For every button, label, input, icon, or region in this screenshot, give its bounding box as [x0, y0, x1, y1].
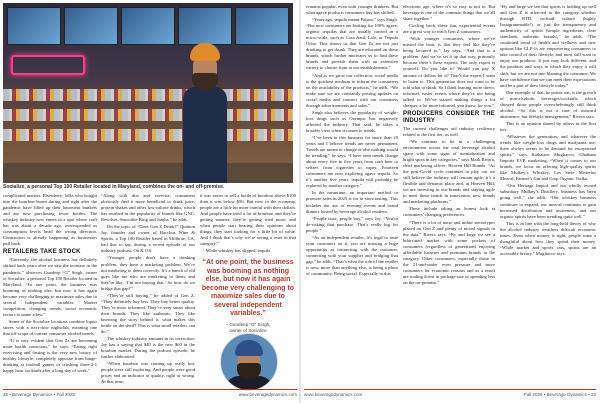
pull-quote-attribution: – Gundeep “G” Singh, owner of Socialize	[225, 322, 271, 334]
section-heading: RETAILERS TAKE STOCK	[3, 249, 81, 256]
person-figure	[183, 43, 227, 183]
paragraph: “Younger people don’t have a drinking problem, they have a marketing problem. We’re not marketing to them correctly. It’s a bunch of old guys like me who are marketing to them, and they’re like, ‘I’m not buying that.’ So how do we bridge that gap?”	[101, 255, 195, 291]
site-url: www.beveragedynamics.com	[238, 392, 297, 397]
page-number: 22	[3, 392, 9, 397]
left-column-2	[101, 193, 195, 386]
right-column-3	[500, 4, 596, 258]
paragraph: “People taste, people buy,” says Jay. “You’re de-risking that purchase. That’s really big for people.”	[306, 215, 398, 233]
paragraph: “And as we grow our collection, social media is the quickest medium to inform the consumers on the availability of the products,” he adds. “We make sure we are constantly posting updates on social media and connect with our customers through advertisements and sales.”	[306, 72, 398, 108]
paragraph: “When bourbon was coming up really hot, people were still exploring. And people were good prices and an indicator of quality, right or wrong. At that time,	[101, 361, 195, 385]
paragraph: “Along with diet and exercise, consumers obviously find it more beneficial to drink juice, protein shakes and other low-calorie drinks, which has resulted in the popularity of brands like GNC, Revolver, Smoothie King and Jamba,” he adds.	[101, 193, 195, 223]
paragraph: “There is a lot of noise and unfair stereotypes placed on Gen Z and plenty of mixed signals in the data,” Rivera says. “By and large we see a bifurcated market with some pockets of consumers (regardless of generation) enjoying affordable luxuries and premium brands in the category. Other consumers, especially those in the 21-and-under even pressure and more consumers for economic reasons and as a result are trading down in package size or spending less on the on-premise.”	[403, 219, 495, 285]
section-heading: PRODUCERS CONSIDER THE INDUSTRY	[403, 110, 495, 124]
right-column-1	[306, 4, 398, 278]
paragraph: it was easier to sell a bottle of bourbon above $100 than it was below $50. But now in the economy, people are a little bit more careful with their dollars. And people have tried a lot of bourbon and they’re getting smarter, they’re getting tried more, and when people start hearing their opinions about things, they start looking for a little bit of value. And I think that’s why we’re seeing a reset in that category.”	[200, 193, 296, 247]
paragraph: This is in line with the long-held theory of why the alcohol industry weathers difficult economic times: Even when money is tight, people want a thoughtful about how they spend their money. “While market and sports cars, spirits are an accessible luxury,” Mugliacco says.	[500, 220, 596, 256]
paragraph: “I’ve been in this business for more than 20 years and I believe trends are never permanent. Trends are meant to change or else nothing would be trending,” he says. “I have seen trends change about every five to five years from craft beer to seltzer, from cigarettes to vapes. Fourteen consumers are now exploring agave tequila. So it’s another five years, tequila will probably be replaced by another category.”	[306, 134, 398, 189]
store-photo	[3, 3, 293, 183]
paragraph: This is an opinion shared by others in the first tier.	[500, 120, 596, 132]
paragraph: On the topic of “Does Gen Z Drink?” Quinton Jay, founder and owner of Bacchus Wine & Spirits, a Top 100 Retailer based in Millbrae, CA, had this to say, during a recent episode of our industry podcast, On & Off.	[101, 224, 195, 254]
issue-name: Beverage Dynamics	[12, 392, 53, 397]
page-gutter	[299, 0, 301, 403]
page-number: 23	[590, 392, 596, 397]
paragraph: In the meantime, an important method to promote sales in 2025 is for in-store tasting. This includes the use of evening events and brand dinners hosted by beverage alcohol retailers.	[306, 190, 398, 214]
paragraph: One example of that, he points out, is the growth of non-alcoholic beverages/cocktails, which showed those people overwhelmingly still think alcohol. “So this is not a case of outward abstinence, but lifestyle management,” Rivera says.	[500, 89, 596, 119]
paragraph: These include taking an honest look at consumers’ changing preferences.	[403, 206, 495, 218]
author-headshot	[220, 333, 278, 391]
left-footer: 22 • Beverage Dynamics • Fall 2025 www.beveragedynamics.com	[3, 392, 297, 397]
paragraph: “By and large we see that spirits is holding up well and Gen Z is attracted to the category whether through RTD, cocktail culture (highly Instagrammable!), or just the transparency and authenticity of spirits (simple ingredients, clear standards, authentic brands),” he adds. “The continued trend of health and wellness and new options like GLP-1s are empowering consumers to take control of their lifestyle, and most still want to enjoy our products. It just may look different, and the products and ways in which they enjoy it will shift, but we are not into blaming the consumer. We have confidence that we can meet their expectations and be a part of their lifestyle today.”	[500, 4, 596, 88]
paragraph: The current challenges aid industry resiliency related to the first tier, as well.	[403, 125, 495, 137]
paragraph: Singh also believes the popularity of weight-loss drugs such as Ozempic has negatively affected the industry. That said, he takes a broader view when it comes to trends.	[306, 109, 398, 133]
paragraph: “They’re still buying,” he added of Gen Z. “They definitely buy less. They buy better quality. They’re more informed. They’re very smart about their brands. They like authentic. They like knowing the story behind it, what makes this bottle on the shelf? This is what small retailers can do.”	[101, 292, 195, 335]
paragraph: electronic age, where it’s so easy to not to. But beverage is one of the common things that we all share together.”	[403, 4, 495, 22]
paragraph: Some of the Socialize locations combine liquor stores with a next-door nightclub, meaning one that off-scope of current consumer alcohol trends.	[3, 318, 97, 336]
issue-date: Fall 2025	[523, 392, 543, 397]
paragraph: “It is very evident that Gen Zs are becoming more health conscious,” he says. “Eating right exercising and fasting is the very new luxury of healthy lifestyle; completely opposite from binge-drinking at football games or crushing three-2-1 happy hour cocktails after a long day of work.”	[3, 338, 97, 374]
paragraph: “We continue to be in a challenging environment across the total beverage alcohol space with some signs of normalization and bright spots in key categories,” says Mark Rivera, chief marketing officer, Heaven Hill Brands. “As the post-Covid cycle continues to play out we still believe the industry will remain agile, it’s a flexible and dynamic place and, at Heaven Hill, we are investing in our brands and staying agile to meet these trends in innovation, new brands and marketing platforms.”	[403, 138, 495, 205]
paragraph: “As an independent retailer, it’s legal to taste your customers on it, you are missing a huge opportunity at connecting with the customer, connecting with your supplier and bridging that gap,” he adds. “That’s what the role of the retailer is now, more than anything else, is being a place of community. Being social. Especially in this	[306, 234, 398, 277]
issue-name: Beverage Dynamics	[546, 392, 587, 397]
left-column-1	[3, 193, 97, 375]
paragraph: The whiskey industry remains in its correction; Jay has a saying that $40 is the new $60 in the bourbon market. During the podcast episode, he further elaborated:	[101, 336, 195, 360]
paragraph: Circling back, these fun, experiential events are a great way to reach Gen Z consumers.	[403, 23, 495, 35]
neon-sign	[11, 55, 85, 75]
photo-caption: Socialize, a personal Top 100 Retailer located in Maryland, combines the on- and off-premise.	[3, 184, 225, 190]
right-footer: www.beveragedynamics.com Fall 2025 • Beverage Dynamics • 23	[304, 392, 596, 397]
site-url: www.beveragedynamics.com	[304, 392, 363, 397]
paragraph: “Currently, the alcohol business has definitely shifted back years after we saw the increase in the pandemic,” observes Gundeep “G” Singh, owner of Socialize, a personal Top 100 Retailer located in Maryland. “In one point, the business was booming as nothing else, but now it has again become very challenging to maximize sales due to several independent variables. Market competition, changing trends, social economic factors to name a few.”	[3, 257, 97, 317]
paragraph: “Whatever the generation, and whatever the trends like weight-loss drugs and marijuana use, there always seems to be demand for exceptional spirits,” says Katharine Mugliacco, Chatham Imports EVP, marketing. “When it comes to our brands, we focus on offering high-quality spirits like Mulkey’s Whiskey, Los Siete Misterios Mezcal, Farmer’s Gin and Crop Organic Vodka.	[500, 133, 596, 182]
right-column-2	[403, 4, 495, 287]
paragraph: “With younger consumers, where we’ve missed the boat, is that they feel like they’re being lectured to,” Jay says. “And that is a problem. And we’ve set it up that way, primarily because there’s these experts. The only expert is yourself. Do you like it? Would you pay X amount of dollars for it? That’s the expert I want to listen to. This generation does not want to be told what to drink. So I think leaning more direct, informal, easier events where they’re not being talked to. We’ve started making things a bit cheaper, a lot more informal, you know, for you.”	[403, 36, 495, 108]
issue-date: Fall 2025	[56, 392, 76, 397]
paragraph: “Years ago, tequila meant Patron,” says Singh. “But now consumers are looking for 100% agave, organic tequilas that are usually carried in a micro-scale, such as Casa Azul, Lalo, or Tequila Ocho. This shows us that Gen Zs are not just drinking to get drunk. They are educated on these brands, which further motivates us to find these brands and provide them with an extensive variety to choose from at our establishments.”	[306, 17, 398, 71]
left-column-3	[200, 193, 296, 255]
paragraph: While whiskey has slipped, tequila	[206, 248, 271, 254]
pull-quote-text: “At one point, the business was booming as nothing else, but now it has again become very challenging to maximize sales due to several independent variables.”	[201, 259, 295, 317]
paragraph: complicated matters. Elsewhere, folks who bought into the bourbon boom during and right after the pandemic have filled up their basement bunkers and are now purchasing fewer bottles. The whiskey industry now enters in a spot where craft bar was about a decade ago, overexpanded as consumption levels head the wrong direction. Contraction is already happening as businesses pull back.	[3, 193, 97, 247]
tv-screens	[3, 3, 293, 49]
paragraph: remains popular, even with younger drinkers. But what agave products consumers buy has shifted.	[306, 4, 398, 16]
paragraph: “Our Heritage Import and our wholly owned subsidiary Mulkey’s Distillery, business has been going well,” she adds. “Our whiskey business continues to expand, our mezcal continues to gain increased distribution and awareness, and our organic spirits have been trending quite well.”	[500, 183, 596, 219]
